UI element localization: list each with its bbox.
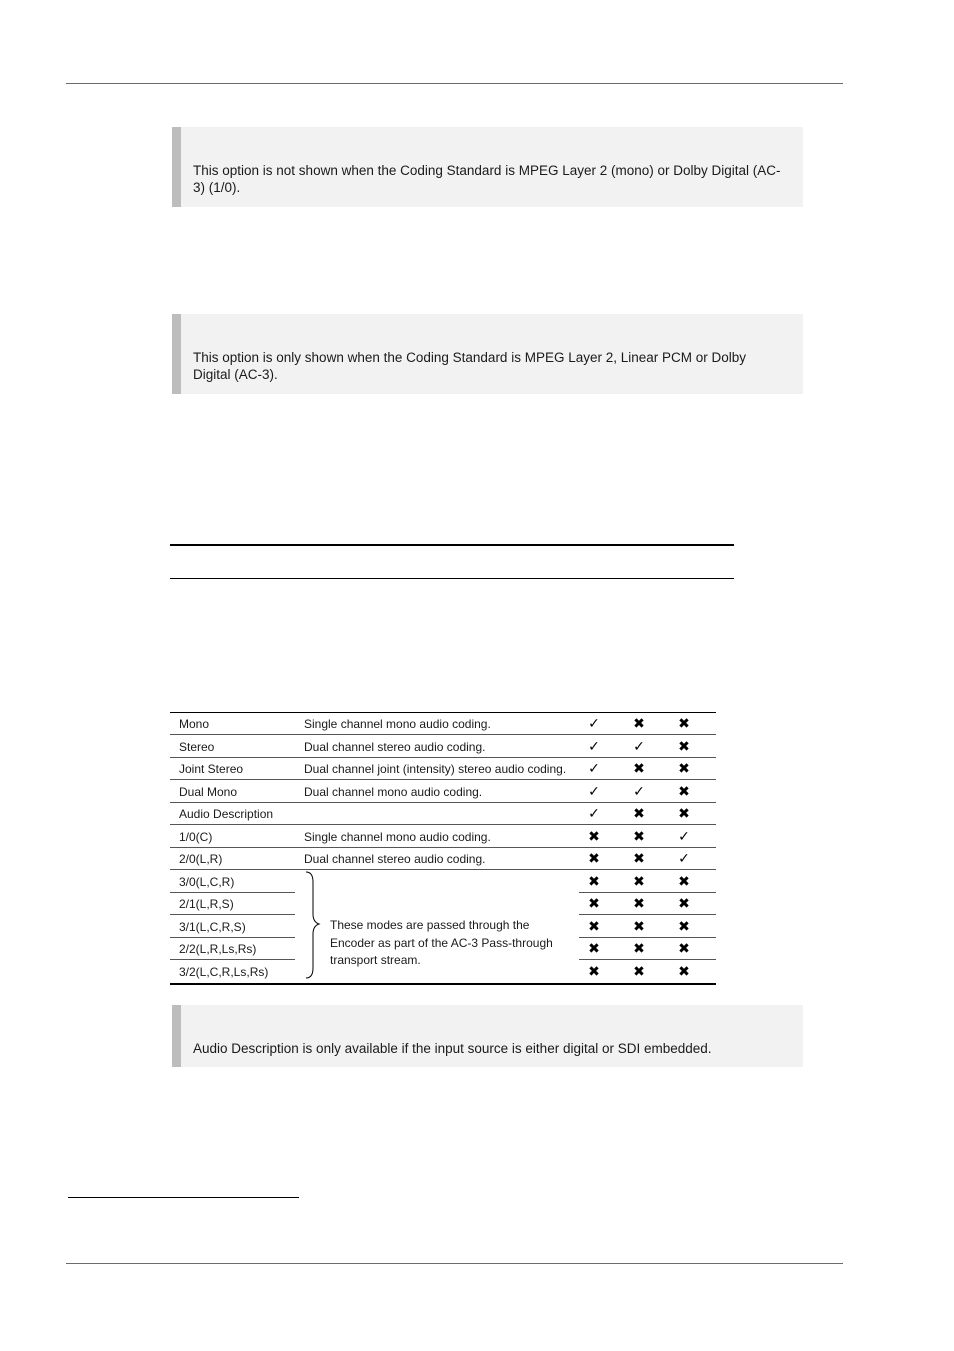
mode-name: Stereo (179, 739, 215, 754)
cross-mark-icon: ✖ (678, 963, 690, 980)
check-mark-icon: ✓ (588, 716, 600, 732)
cross-mark-icon: ✖ (678, 941, 690, 957)
note-box-1 (172, 127, 803, 207)
table-row (170, 826, 716, 848)
mode-name: 3/0(L,C,R) (179, 874, 235, 889)
cross-mark-icon: ✖ (633, 851, 645, 867)
table-row (170, 713, 716, 735)
cross-mark-icon: ✖ (633, 761, 645, 777)
cross-mark-icon: ✖ (678, 783, 690, 800)
check-mark-icon: ✓ (588, 806, 600, 822)
check-mark-icon: ✓ (588, 783, 600, 800)
cross-mark-icon: ✖ (633, 941, 645, 957)
table-row (170, 848, 716, 870)
note-box-2 (172, 314, 803, 394)
cross-mark-icon: ✖ (633, 963, 645, 980)
table-row (170, 758, 716, 780)
audio-modes-table (170, 712, 716, 985)
note-text-1: This option is not shown when the Coding Standard is MPEG Layer 2 (mono) or Dolby Digital (AC-3) (1/0). (193, 163, 781, 195)
table-row (170, 871, 716, 893)
check-mark-icon: ✓ (588, 761, 600, 777)
cross-mark-icon: ✖ (633, 716, 645, 732)
check-mark-icon: ✓ (588, 738, 600, 755)
cross-mark-icon: ✖ (588, 828, 600, 845)
brace-icon (304, 870, 326, 980)
mode-description: Dual channel stereo audio coding. (304, 852, 486, 866)
table-heading-rule-top (170, 544, 734, 546)
mode-name: 3/1(L,C,R,S) (179, 919, 246, 934)
cross-mark-icon: ✖ (678, 738, 690, 755)
table-row (170, 893, 716, 915)
mode-description: Dual channel stereo audio coding. (304, 739, 486, 754)
cross-mark-icon: ✖ (633, 918, 645, 935)
cross-mark-icon: ✖ (633, 806, 645, 822)
mode-description: Dual channel mono audio coding. (304, 784, 483, 799)
mode-name: Dual Mono (179, 784, 238, 799)
check-mark-icon: ✓ (678, 851, 690, 867)
footnote-rule (68, 1197, 299, 1198)
pass-through-note: These modes are passed through the Encoder as part of the AC-3 Pass-through transport stream. (330, 918, 553, 967)
check-mark-icon: ✓ (678, 828, 690, 845)
mode-description: Single channel mono audio coding. (304, 717, 491, 731)
cross-mark-icon: ✖ (678, 716, 690, 732)
mode-name: 1/0(C) (179, 829, 213, 844)
cross-mark-icon: ✖ (678, 806, 690, 822)
mode-name: Joint Stereo (179, 762, 244, 776)
table-bottom-border (170, 983, 716, 985)
footer-rule (66, 1263, 843, 1264)
note-text-2: This option is only shown when the Coding Standard is MPEG Layer 2, Linear PCM or Dolby Digital (AC-3). (193, 350, 747, 382)
cross-mark-icon: ✖ (678, 873, 690, 890)
cross-mark-icon: ✖ (588, 896, 600, 912)
mode-name: 2/0(L,R) (179, 852, 223, 866)
cross-mark-icon: ✖ (588, 918, 600, 935)
note-box-3 (172, 1005, 803, 1067)
cross-mark-icon: ✖ (678, 761, 690, 777)
check-mark-icon: ✓ (633, 738, 645, 755)
check-mark-icon: ✓ (633, 783, 645, 800)
mode-name: 2/2(L,R,Ls,Rs) (179, 942, 257, 956)
header-rule (66, 83, 843, 84)
mode-name: Mono (179, 717, 210, 731)
cross-mark-icon: ✖ (588, 873, 600, 890)
cross-mark-icon: ✖ (588, 851, 600, 867)
table-row (170, 736, 716, 758)
mode-description: Single channel mono audio coding. (304, 829, 491, 844)
mode-name: 2/1(L,R,S) (179, 897, 234, 911)
mode-name: Audio Description (179, 807, 274, 821)
note-text-3: Audio Description is only available if the input source is either digital or SDI embedded. (193, 1041, 712, 1056)
cross-mark-icon: ✖ (588, 941, 600, 957)
cross-mark-icon: ✖ (633, 873, 645, 890)
table-heading-rule-bottom (170, 578, 734, 579)
cross-mark-icon: ✖ (588, 963, 600, 980)
table-row (170, 781, 716, 803)
table-row (170, 803, 716, 825)
cross-mark-icon: ✖ (678, 896, 690, 912)
mode-description: Dual channel joint (intensity) stereo audio coding. (304, 762, 567, 776)
cross-mark-icon: ✖ (633, 896, 645, 912)
cross-mark-icon: ✖ (633, 828, 645, 845)
mode-name: 3/2(L,C,R,Ls,Rs) (179, 964, 269, 979)
cross-mark-icon: ✖ (678, 918, 690, 935)
